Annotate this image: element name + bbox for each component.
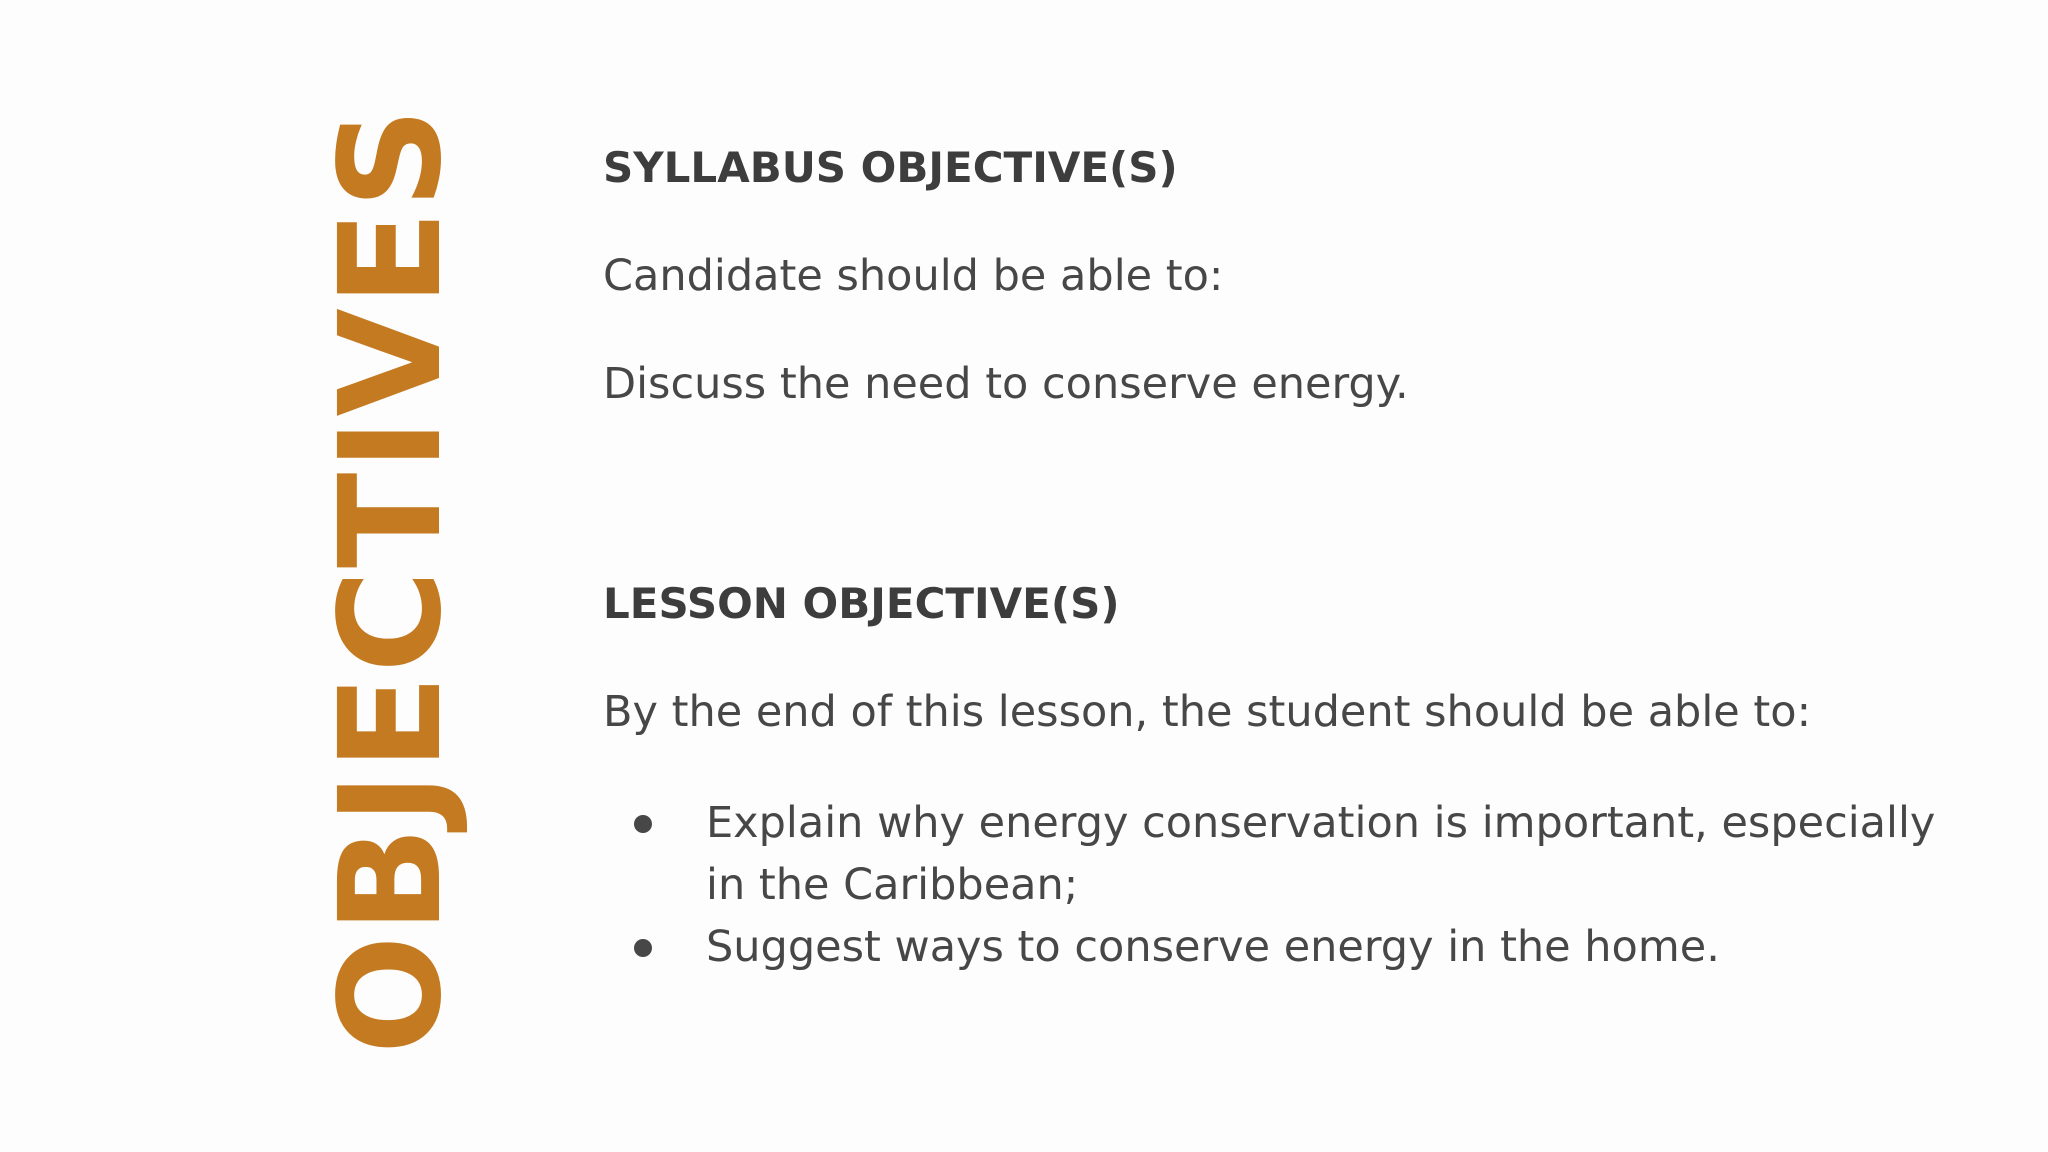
syllabus-intro-text: Candidate should be able to: xyxy=(603,251,1224,301)
objectives-side-title: OBJECTIVES xyxy=(310,105,473,1055)
lesson-objectives-list xyxy=(603,792,1983,978)
bullet-icon xyxy=(634,815,652,833)
list-item-text: Explain why energy conservation is important, especially in the Caribbean; xyxy=(706,798,1936,910)
list-item xyxy=(603,792,1983,916)
bullet-icon xyxy=(634,939,652,957)
syllabus-objectives-heading: SYLLABUS OBJECTIVE(S) xyxy=(603,143,1178,192)
objectives-content xyxy=(603,140,1983,978)
list-item xyxy=(603,916,1983,978)
list-item-text: Suggest ways to conserve energy in the home. xyxy=(706,922,1720,972)
syllabus-objective-text: Discuss the need to conserve energy. xyxy=(603,359,1409,409)
lesson-objectives-heading: LESSON OBJECTIVE(S) xyxy=(603,579,1120,628)
lesson-intro-text: By the end of this lesson, the student should be able to: xyxy=(603,687,1812,737)
